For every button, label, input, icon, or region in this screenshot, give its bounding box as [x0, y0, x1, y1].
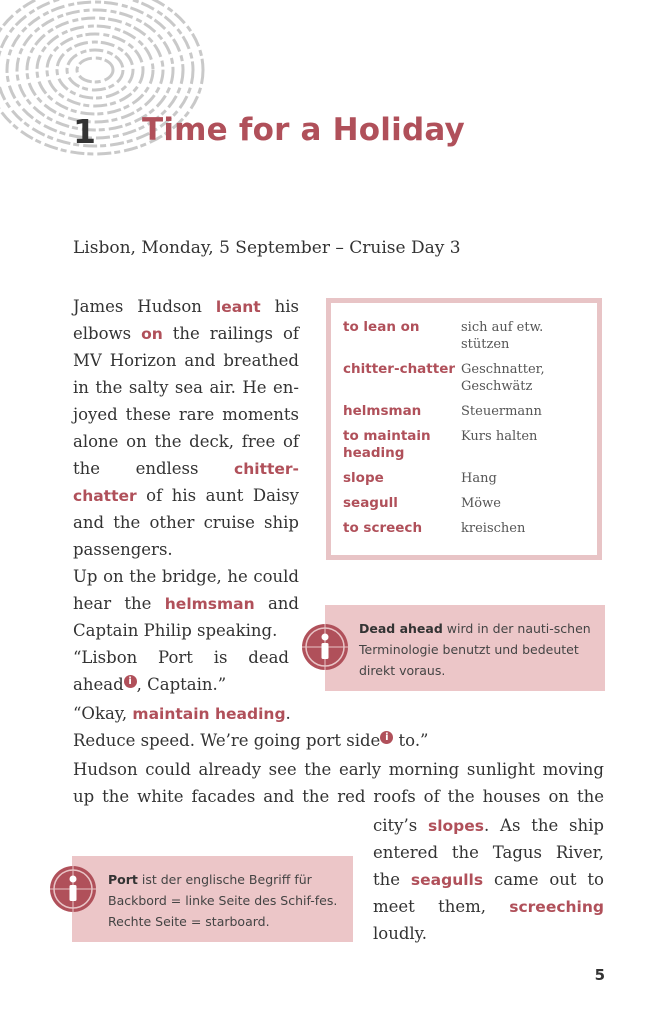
info-marker-icon: i	[380, 731, 393, 744]
chapter-subtitle: Lisbon, Monday, 5 September – Cruise Day 3	[73, 238, 461, 258]
note-term: Port	[108, 872, 138, 887]
vocab-definition: kreischen	[461, 521, 526, 536]
vocab-term: to lean on	[343, 319, 420, 335]
vocab-row	[343, 403, 597, 420]
vocab-term: helmsman	[343, 403, 422, 419]
text-line: elbows on the railings of	[73, 324, 299, 343]
vocab-row	[343, 361, 597, 395]
vocab-row	[343, 520, 597, 537]
text-line: James Hudson leant his	[73, 297, 299, 316]
vocab-keyword: slopes	[427, 817, 485, 835]
vocab-term: slope	[343, 470, 384, 486]
fingerprint-icon	[0, 0, 210, 200]
chapter-title: Time for a Holiday	[142, 112, 465, 148]
vocab-row	[343, 495, 597, 512]
text-line: in the salty sea air. He en-	[73, 378, 299, 397]
vocab-term: chitter-chatter	[343, 361, 456, 377]
text-line: up the white facades and the red roofs of the houses on the	[73, 787, 604, 806]
text-line: Reduce speed. We’re going port side i to.”	[73, 731, 429, 750]
vocab-keyword: chatter	[73, 487, 137, 505]
vocab-definition: Steuermann	[461, 404, 542, 419]
info-note-dead-ahead	[325, 605, 605, 691]
text-line: Hudson could already see the early morning sunlight moving	[73, 760, 604, 779]
text-line: the endless chitter-	[73, 459, 299, 478]
vocab-definition: Hang	[461, 471, 497, 486]
text-line: MV Horizon and breathed	[73, 351, 299, 370]
text-line: passengers.	[73, 540, 173, 559]
text-line: meet them, screeching	[373, 897, 604, 916]
text-line: “Lisbon Port is dead	[73, 648, 289, 667]
vocab-keyword: screeching	[509, 898, 604, 916]
vocab-row	[343, 470, 597, 487]
chapter-number: 1	[73, 112, 96, 151]
info-note-port	[72, 856, 353, 942]
vocab-keyword: helmsman	[164, 595, 255, 613]
vocabulary-box	[326, 298, 602, 560]
vocab-term: to maintain heading	[343, 428, 431, 461]
note-text: ist der englische Begriff für Backbord = linke Seite des Schif-fes. Rechte Seite = starboard.	[108, 872, 338, 929]
vocab-definition: Kurs halten	[461, 429, 538, 444]
text-line: Up on the bridge, he could	[73, 567, 299, 586]
text-line: Captain Philip speaking.	[73, 621, 278, 640]
vocab-definition: Möwe	[461, 496, 501, 511]
vocab-term: seagull	[343, 495, 398, 511]
text-line: ahead i , Captain.”	[73, 675, 227, 694]
text-line: entered the Tagus River,	[373, 843, 604, 862]
page-number: 5	[594, 966, 605, 984]
info-marker-icon: i	[124, 675, 137, 688]
text-line: city’s slopes. As the ship	[373, 816, 604, 835]
vocab-keyword: seagulls	[410, 871, 484, 889]
text-line: the seagulls came out to	[373, 870, 604, 889]
vocab-keyword: chitter-	[234, 460, 299, 478]
text-line: joyed these rare moments	[73, 405, 299, 424]
vocab-keyword: leant	[215, 298, 261, 316]
info-icon	[48, 864, 98, 914]
text-line: and the other cruise ship	[73, 513, 299, 532]
note-term: Dead ahead	[359, 621, 443, 636]
vocab-term: to screech	[343, 520, 423, 536]
text-line: chatter of his aunt Daisy	[73, 486, 299, 505]
vocab-definition: sich auf etw. stützen	[461, 320, 544, 352]
text-line: alone on the deck, free of	[73, 432, 299, 451]
text-line: “Okay, maintain heading.	[73, 704, 291, 723]
vocab-row	[343, 319, 597, 353]
text-line: hear the helmsman and	[73, 594, 299, 613]
vocab-row	[343, 428, 597, 462]
info-icon	[300, 622, 350, 672]
text-line: loudly.	[373, 924, 428, 943]
vocab-keyword: on	[141, 325, 163, 343]
vocab-definition: Geschnatter, Geschwätz	[461, 362, 545, 394]
vocab-keyword: maintain heading	[132, 705, 286, 723]
note-text: wird in der nauti-schen Terminologie benutzt und bedeutet direkt voraus.	[359, 621, 591, 678]
